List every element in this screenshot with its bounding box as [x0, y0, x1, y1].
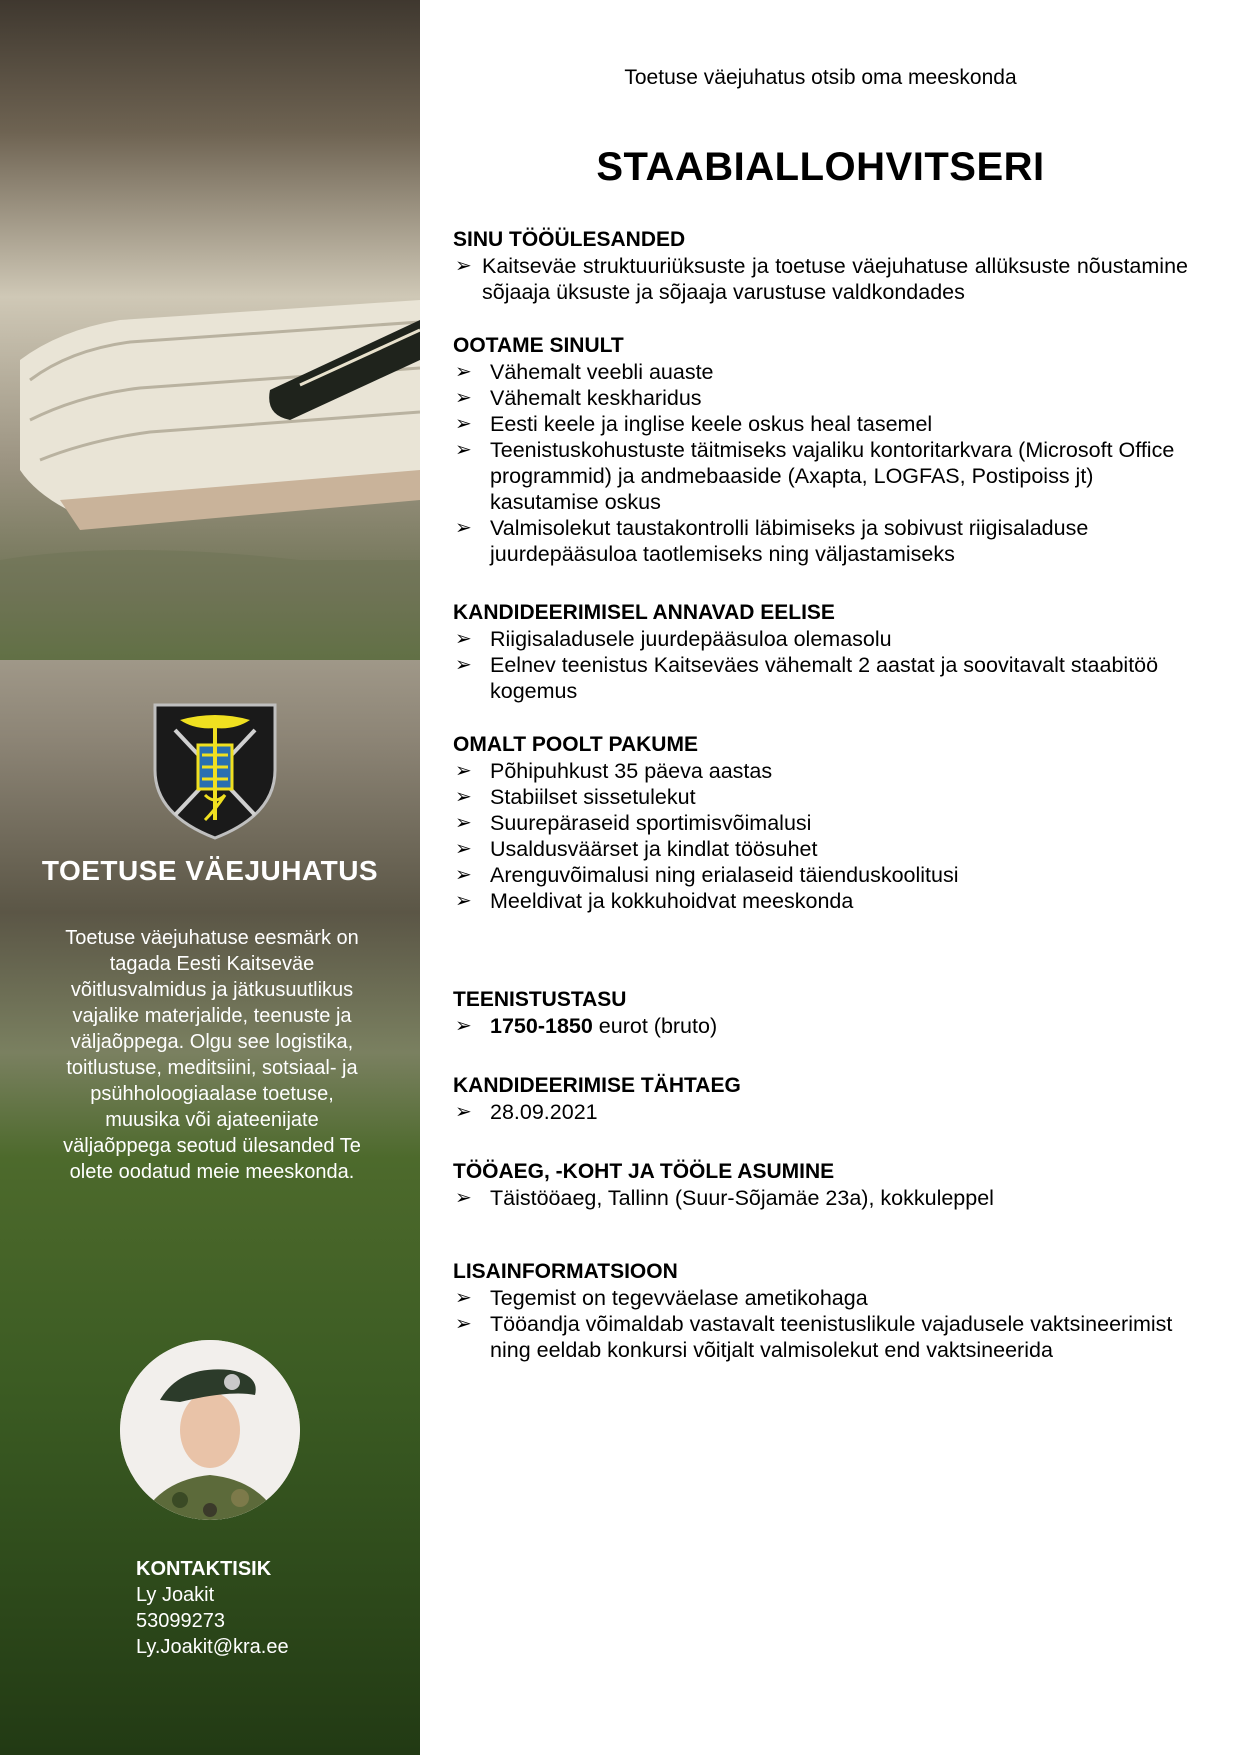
arrow-bullet-icon: ➢	[455, 255, 472, 277]
list-item: ➢ Usaldusväärset ja kindlat töösuhet	[455, 837, 818, 861]
section-duties	[453, 227, 1188, 305]
organization-title: TOETUSE VÄEJUHATUS	[41, 855, 379, 886]
list-item: ➢ Kaitseväe struktuuriüksuste ja toetuse väejuhatuse allüksuste nõustamine sõjaaja üksuste ja sõjaaja varustuse valdkondades	[455, 254, 1188, 304]
contact-phone: 53099273	[136, 1610, 225, 1632]
intro-text: Toetuse väejuhatus otsib oma meeskonda	[624, 66, 1017, 89]
list-item: ➢ Põhipuhkust 35 päeva aastas	[455, 759, 773, 783]
arrow-bullet-icon: ➢	[455, 812, 472, 834]
list-item: ➢ Eelnev teenistus Kaitseväes vähemalt 2 aastat ja soovitavalt staabitöö kogemus	[455, 653, 1159, 703]
list-item	[453, 1013, 1188, 1039]
section-title: SINU TÖÖÜLESANDED	[453, 228, 686, 251]
list-item: ➢ Arenguvõimalusi ning erialaseid täienduskoolitusi	[455, 863, 959, 887]
list-item: ➢ Tööandja võimaldab vastavalt teenistuslikule vajadusele vaktsineerimist ning eeldab konkursi võitjalt valmisolekut end vaktsineerida	[455, 1312, 1173, 1362]
arrow-bullet-icon: ➢	[455, 387, 472, 409]
arrow-bullet-icon: ➢	[455, 439, 472, 461]
arrow-bullet-icon: ➢	[455, 361, 472, 383]
section-requirements	[453, 333, 1188, 567]
arrow-bullet-icon: ➢	[455, 786, 472, 808]
list-item: ➢ Valmisolekut taustakontrolli läbimiseks ja sobivust riigisaladuse juurdepääsuloa taotlemiseks ning väljastamiseks	[455, 516, 1089, 566]
arrow-bullet-icon: ➢	[455, 1015, 472, 1037]
list-item: ➢ Täistööaeg, Tallinn (Suur-Sõjamäe 23a), kokkuleppel	[455, 1186, 994, 1210]
arrow-bullet-icon: ➢	[455, 1287, 472, 1309]
section-offer	[453, 732, 1188, 914]
arrow-bullet-icon: ➢	[455, 760, 472, 782]
section-title: KANDIDEERIMISEL ANNAVAD EELISE	[453, 601, 835, 624]
arrow-bullet-icon: ➢	[455, 1101, 472, 1123]
support-command-emblem	[150, 700, 280, 840]
list-item: ➢ Tegemist on tegevväelase ametikohaga	[455, 1286, 868, 1310]
list-item: ➢ Eesti keele ja inglise keele oskus heal tasemel	[455, 412, 933, 436]
section-worktime	[453, 1159, 1188, 1211]
arrow-bullet-icon: ➢	[455, 654, 472, 676]
list-item: ➢ Stabiilset sissetulekut	[455, 785, 696, 809]
list-item: ➢ Meeldivat ja kokkuhoidvat meeskonda	[455, 889, 854, 913]
section-title: OMALT POOLT PAKUME	[453, 733, 698, 756]
contact-label: KONTAKTISIK	[136, 1558, 272, 1580]
list-item: ➢ Riigisaladusele juurdepääsuloa olemasolu	[455, 627, 892, 651]
arrow-bullet-icon: ➢	[455, 413, 472, 435]
section-title: TEENISTUSTASU	[453, 988, 627, 1011]
contact-block	[136, 1556, 289, 1660]
contact-name: Ly Joakit	[136, 1584, 215, 1606]
job-title: STAABIALLOHVITSERI	[596, 145, 1045, 189]
list-item: ➢ Vähemalt keskharidus	[455, 386, 702, 410]
section-deadline	[453, 1073, 1188, 1125]
arrow-bullet-icon: ➢	[455, 628, 472, 650]
salary-unit: eurot (bruto)	[592, 1014, 718, 1038]
section-advantages	[453, 600, 1188, 704]
organization-description: Toetuse väejuhatuse eesmärk on tagada Eesti Kaitseväe võitlusvalmidus ja jätkusuutlikus vajalike materjalide, teenuste ja väljaõppega. Olgu see logistika, toitlustuse, meditsiini, sotsiaal- ja psühholoogiaalase toetuse, muusika või ajateenijate väljaõppega seotud ülesanded Te olete oodatud meie meeskonda.	[63, 927, 361, 1183]
section-title: LISAINFORMATSIOON	[453, 1260, 678, 1283]
arrow-bullet-icon: ➢	[455, 1313, 472, 1335]
list-item: ➢ Suurepäraseid sportimisvõimalusi	[455, 811, 812, 835]
contact-email[interactable]: Ly.Joakit@kra.ee	[136, 1636, 289, 1658]
arrow-bullet-icon: ➢	[455, 864, 472, 886]
contact-person-photo	[120, 1340, 300, 1520]
section-title: KANDIDEERIMISE TÄHTAEG	[453, 1074, 741, 1097]
section-title: TÖÖAEG, -KOHT JA TÖÖLE ASUMINE	[453, 1160, 835, 1183]
sidebar	[0, 0, 420, 1755]
salary-amount: 1750-1850	[490, 1014, 593, 1038]
notebook-pen-photo	[0, 0, 420, 660]
list-item: ➢ Vähemalt veebli auaste	[455, 360, 714, 384]
arrow-bullet-icon: ➢	[455, 1187, 472, 1209]
list-item: ➢ Teenistuskohustuste täitmiseks vajaliku kontoritarkvara (Microsoft Office programmid) ja andmebaaside (Axapta, LOGFAS, Postipoiss jt) kasutamise oskus	[455, 438, 1175, 514]
arrow-bullet-icon: ➢	[455, 838, 472, 860]
section-title: OOTAME SINULT	[453, 334, 624, 357]
arrow-bullet-icon: ➢	[455, 890, 472, 912]
arrow-bullet-icon: ➢	[455, 517, 472, 539]
section-salary	[453, 987, 1188, 1039]
section-info	[453, 1259, 1188, 1363]
list-item: ➢ 28.09.2021	[455, 1100, 598, 1124]
